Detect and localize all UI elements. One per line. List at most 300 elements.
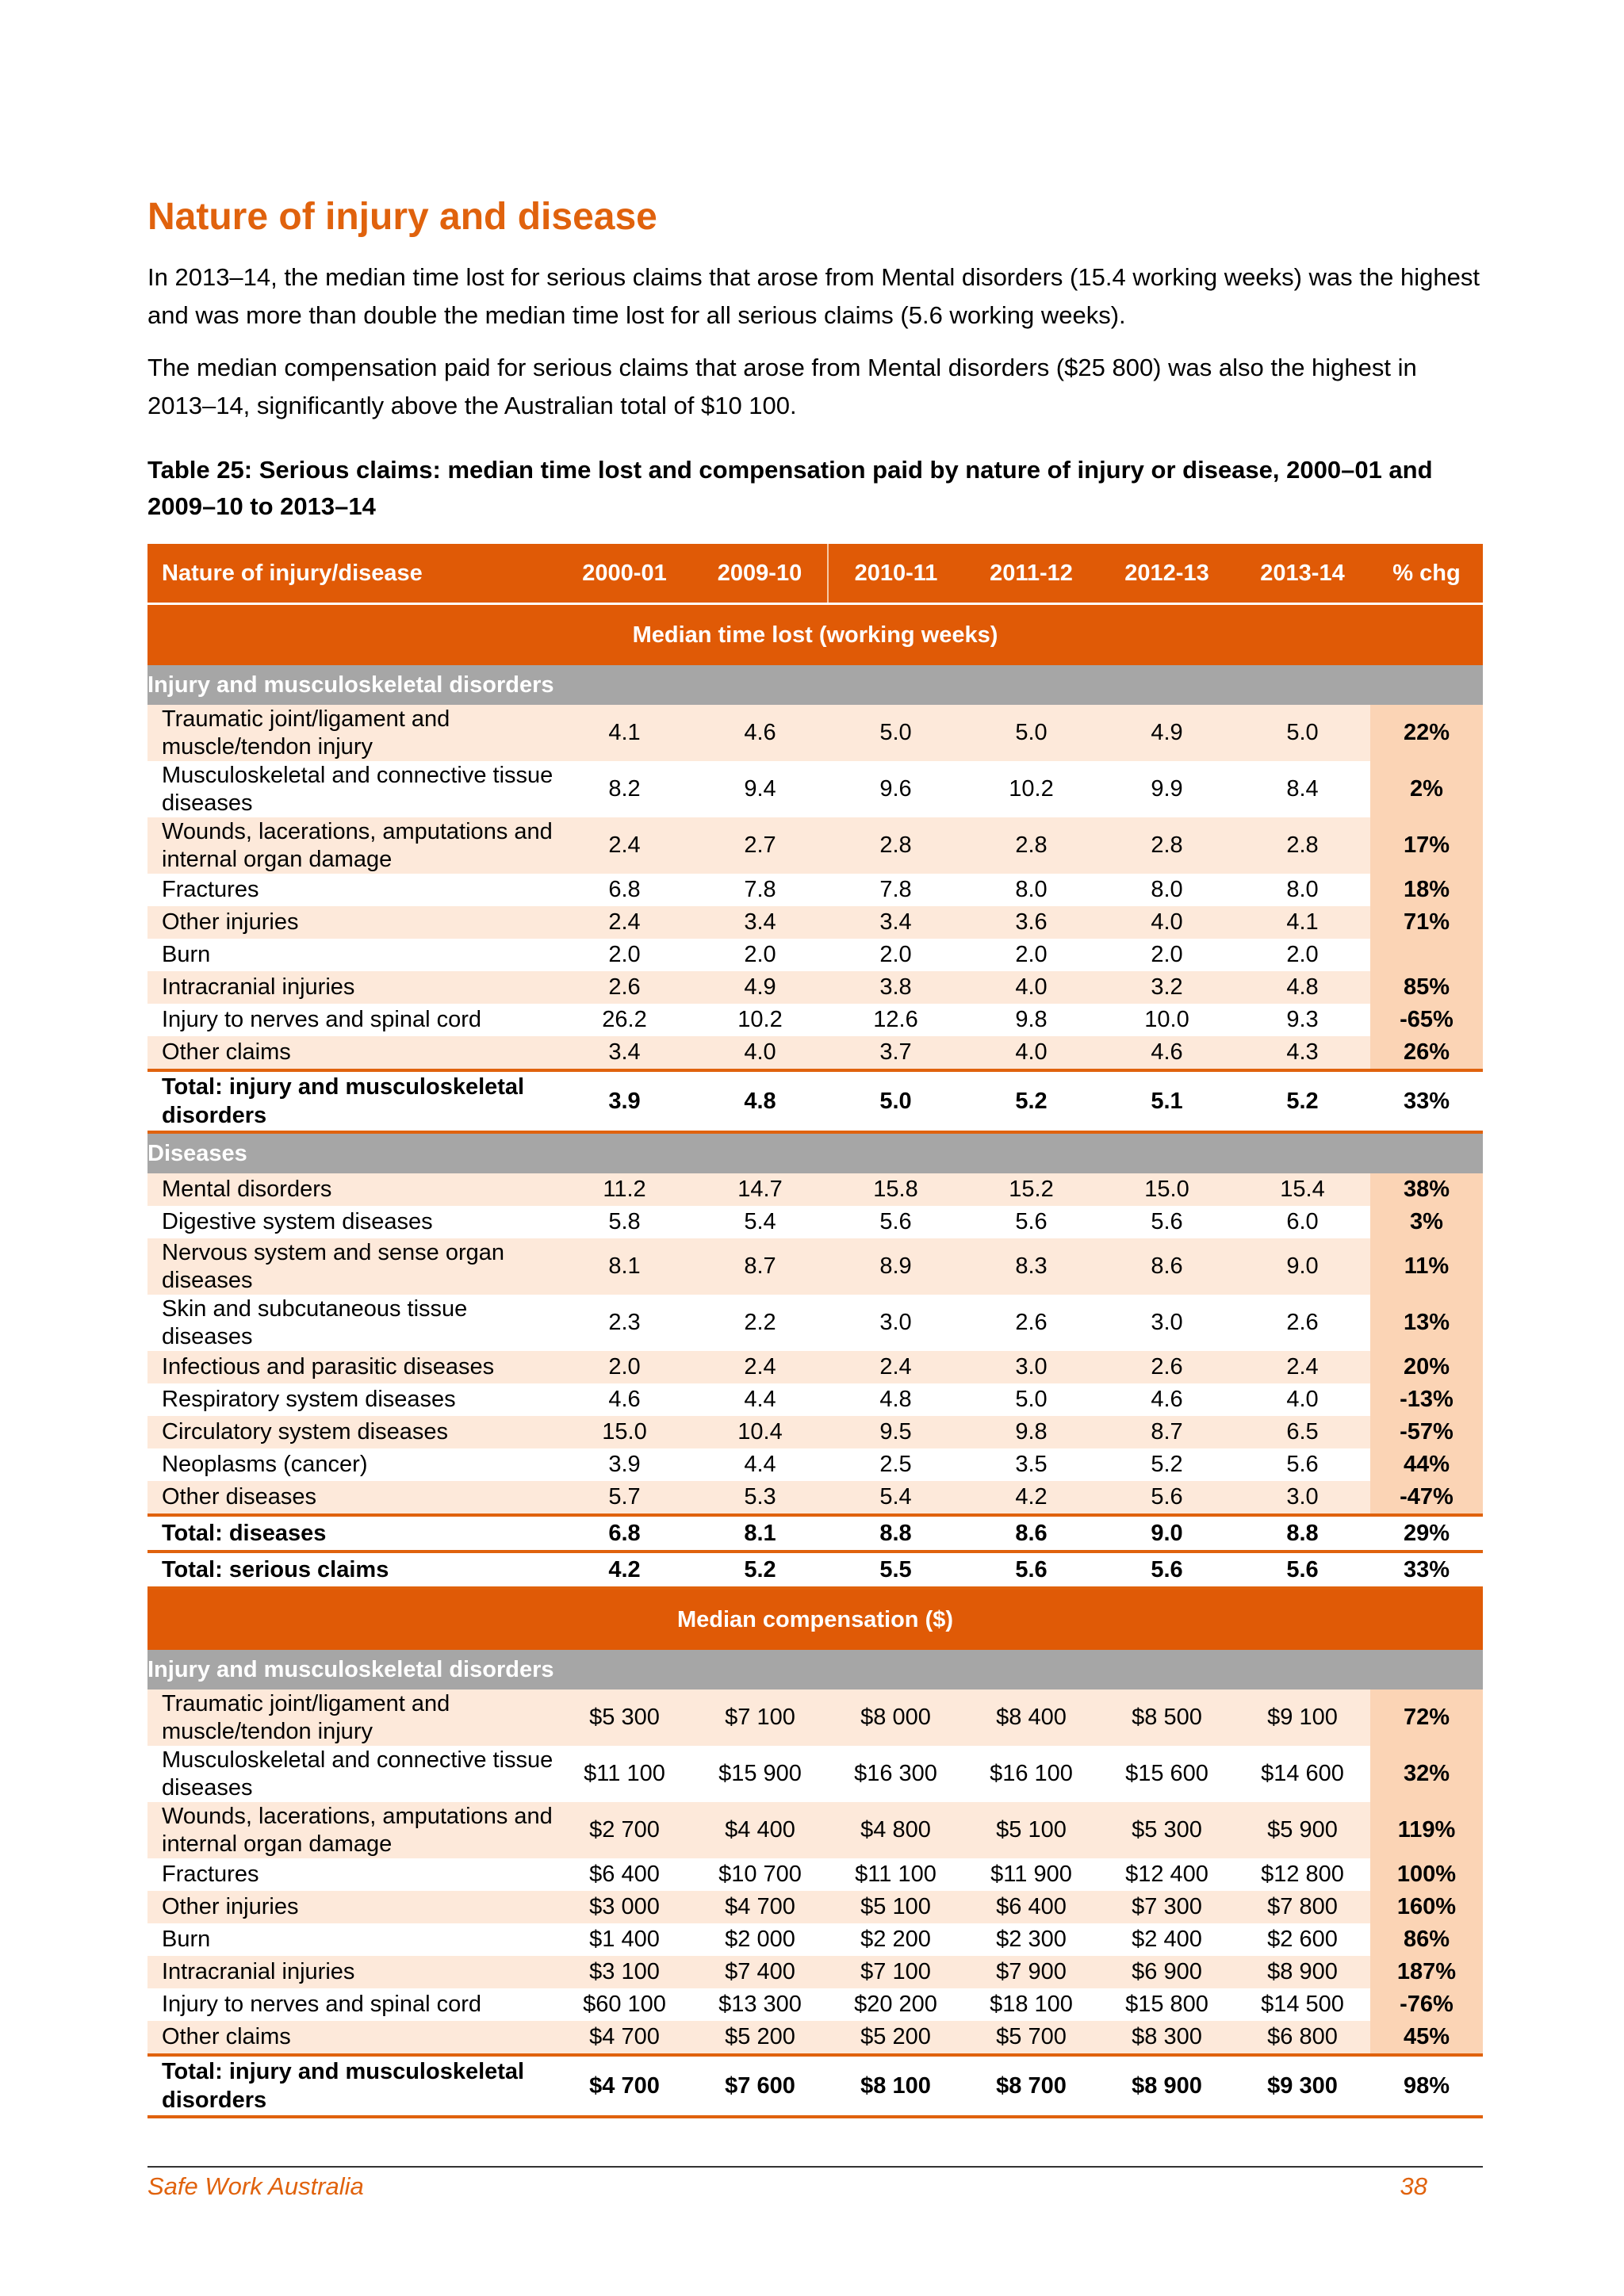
cell-value: $15 600 [1125,1761,1208,1786]
footer-page-number: 38 [1400,2172,1427,2200]
row-label: Other injuries [147,906,557,939]
cell-pct-change: 187% [1370,1956,1483,1988]
cell-value: 2.8 [828,817,963,874]
cell-value: 4.2 [963,1481,1099,1515]
cell-value: $14 500 [1261,1992,1344,2017]
cell-value: $2 700 [557,1802,692,1858]
cell-value: 6.0 [1286,1209,1319,1234]
cell-value: 5.3 [692,1481,828,1515]
cell-value: 2.8 [1235,817,1370,874]
row-label: Fractures [162,1862,259,1887]
cell-pct-change: -57% [1370,1416,1483,1448]
cell-pct-change: 100% [1370,1858,1483,1891]
row-label: Injury to nerves and spinal cord [162,1992,481,2017]
footer-organisation: Safe Work Australia [147,2172,364,2200]
cell-value: 8.1 [557,1238,692,1295]
cell-value: 2.4 [557,817,692,874]
cell-value: $7 800 [1235,1891,1370,1923]
cell-value: 10.4 [692,1416,828,1448]
cell-value: 4.8 [692,1070,828,1132]
cell-value: $5 900 [1235,1802,1370,1858]
row-label: Other diseases [147,1481,557,1515]
cell-value: $5 100 [828,1891,963,1923]
cell-value: 9.8 [1015,1007,1048,1032]
cell-value: 4.0 [692,1036,828,1070]
cell-value: $8 300 [1099,2021,1235,2055]
cell-pct-change: -13% [1370,1383,1483,1416]
cell-value: 5.4 [744,1209,776,1234]
table-row [147,705,1483,761]
cell-value: 9.4 [744,776,776,802]
total-row [147,1515,1483,1552]
cell-value: 2.5 [879,1452,912,1477]
table-row [147,1956,1483,1988]
row-label: Mental disorders [147,1173,557,1206]
cell-value: 8.6 [1099,1238,1235,1295]
column-header-2009-10: 2009-10 [692,544,828,604]
cell-value: 4.9 [692,971,828,1004]
cell-pct-change: -76% [1370,1988,1483,2021]
cell-value: 15.2 [963,1173,1099,1206]
cell-value: 3.0 [1235,1481,1370,1515]
cell-value: $15 900 [718,1761,802,1786]
cell-value: 5.7 [557,1481,692,1515]
cell-value: 5.2 [692,1552,828,1588]
cell-pct-change: 22% [1370,705,1483,761]
cell-value: 6.5 [1235,1416,1370,1448]
cell-pct-change: 11% [1370,1238,1483,1295]
cell-value: $5 700 [963,2021,1099,2055]
row-label: Fractures [162,877,259,902]
table-row [147,1988,1483,2021]
intro-paragraph-2: The median compensation paid for serious claims that arose from Mental disorders ($25 800) was also the highest in 2013–14, significantly above the Australian total of $10 100. [147,354,1417,419]
row-label: Digestive system diseases [162,1209,433,1234]
row-label: Neoplasms (cancer) [162,1452,368,1477]
table-row [147,874,1483,906]
cell-value: 2.6 [1015,1310,1048,1335]
cell-value: $12 800 [1261,1862,1344,1887]
cell-value: $9 300 [1235,2055,1370,2117]
cell-value: 3.0 [963,1351,1099,1383]
cell-value: 10.2 [1009,776,1054,802]
cell-value: 2.2 [744,1310,776,1335]
cell-value: 2.0 [1015,942,1048,967]
row-label: Respiratory system diseases [162,1387,456,1412]
cell-value: $11 900 [990,1862,1072,1887]
cell-value: 4.9 [1099,705,1235,761]
cell-value: $6 400 [589,1862,660,1887]
cell-pct-change: 45% [1370,2021,1483,2055]
cell-value: $8 400 [963,1689,1099,1746]
cell-value: 2.0 [879,942,912,967]
cell-pct-change: 86% [1370,1923,1483,1956]
cell-value: $15 800 [1125,1992,1208,2017]
cell-value: 9.9 [1151,776,1183,802]
cell-value: 5.6 [1099,1552,1235,1588]
cell-value: 8.3 [963,1238,1099,1295]
cell-value: 5.0 [963,705,1099,761]
cell-pct-change: 119% [1370,1802,1483,1858]
cell-value: 2.6 [1286,1310,1319,1335]
cell-pct-change: 33% [1370,1070,1483,1132]
row-label: Circulatory system diseases [147,1416,557,1448]
cell-value: 12.6 [873,1007,918,1032]
cell-value: 4.8 [1235,971,1370,1004]
column-header-2000-01: 2000-01 [557,544,692,604]
cell-value: 8.0 [1151,877,1183,902]
cell-value: $14 600 [1261,1761,1344,1786]
table-row [147,1383,1483,1416]
cell-value: $4 800 [828,1802,963,1858]
cell-value: 4.6 [608,1387,641,1412]
cell-value: 2.8 [1099,817,1235,874]
cell-value: 3.0 [879,1310,912,1335]
cell-value: 4.6 [1099,1036,1235,1070]
cell-pct-change: 72% [1370,1689,1483,1746]
cell-value: 8.4 [1286,776,1319,802]
cell-value: 2.0 [1151,942,1183,967]
table-row [147,1206,1483,1238]
cell-value: 2.0 [608,942,641,967]
cell-pct-change: 38% [1370,1173,1483,1206]
column-header-2010-11: 2010-11 [828,544,963,604]
cell-value: 3.2 [1099,971,1235,1004]
table-row [147,1448,1483,1481]
cell-value: $7 400 [692,1956,828,1988]
cell-value: 6.8 [608,877,641,902]
cell-value: $7 600 [692,2055,828,2117]
cell-pct-change: 17% [1370,817,1483,874]
table-row [147,817,1483,874]
cell-value: $4 700 [692,1891,828,1923]
table-row [147,1858,1483,1891]
cell-pct-change: -65% [1370,1004,1483,1036]
cell-value: 8.7 [1099,1416,1235,1448]
cell-value: 15.0 [557,1416,692,1448]
cell-value: $6 900 [1099,1956,1235,1988]
cell-value: 2.6 [557,971,692,1004]
cell-pct-change: 13% [1370,1295,1483,1351]
column-header-2013-14: 2013-14 [1235,544,1370,604]
table-row [147,1891,1483,1923]
cell-pct-change: 44% [1370,1448,1483,1481]
row-label: Musculoskeletal and connective tissue diseases [162,1747,553,1800]
cell-value: $8 500 [1099,1689,1235,1746]
cell-value: 9.3 [1286,1007,1319,1032]
table-row [147,1036,1483,1070]
cell-value: 3.4 [557,1036,692,1070]
row-label: Total: serious claims [147,1552,557,1588]
cell-value: 2.4 [828,1351,963,1383]
row-label: Other claims [147,2021,557,2055]
cell-value: 4.1 [557,705,692,761]
intro-paragraph-1: In 2013–14, the median time lost for serious claims that arose from Mental disorders (15.4 working weeks) was the highest and was more than double the median time lost for all serious claims (5.6 working weeks). [147,263,1480,329]
cell-pct-change: 32% [1370,1746,1483,1802]
cell-value: 2.0 [1286,942,1319,967]
row-label: Traumatic joint/ligament and muscle/tendon injury [147,1689,557,1746]
cell-value: 5.2 [1235,1070,1370,1132]
section-band [147,1588,1483,1650]
cell-value: $12 400 [1125,1862,1208,1887]
cell-value: 9.0 [1099,1515,1235,1552]
data-table [147,544,1483,2118]
cell-value: $2 000 [725,1927,795,1952]
table-row [147,761,1483,817]
cell-value: 7.8 [744,877,776,902]
group-header [147,1650,1483,1689]
cell-value: 2.3 [608,1310,641,1335]
cell-value: 3.9 [557,1070,692,1132]
cell-value: $7 100 [828,1956,963,1988]
row-label: Intracranial injuries [147,971,557,1004]
cell-value: 5.6 [1235,1552,1370,1588]
row-label: Other injuries [147,1891,557,1923]
table-row [147,1689,1483,1746]
table-row [147,939,1483,971]
cell-value: 4.6 [692,705,828,761]
table-row [147,1351,1483,1383]
cell-value: 6.8 [557,1515,692,1552]
cell-value: 15.4 [1235,1173,1370,1206]
column-header-pct-change: % chg [1370,544,1483,604]
cell-value: $2 600 [1267,1927,1338,1952]
cell-value: $5 300 [1099,1802,1235,1858]
cell-value: 4.0 [963,1036,1099,1070]
group-header [147,665,1483,705]
cell-value: $2 400 [1132,1927,1202,1952]
cell-pct-change: 26% [1370,1036,1483,1070]
cell-pct-change: 18% [1370,874,1483,906]
table-row [147,1802,1483,1858]
cell-pct-change: 33% [1370,1552,1483,1588]
cell-value: 3.7 [828,1036,963,1070]
cell-value: 2.4 [1235,1351,1370,1383]
cell-value: 5.6 [1286,1452,1319,1477]
row-label: Total: injury and musculoskeletal disorders [147,1070,557,1132]
cell-value: 8.1 [692,1515,828,1552]
cell-value: 2.6 [1099,1351,1235,1383]
cell-value: $5 100 [963,1802,1099,1858]
cell-pct-change: 20% [1370,1351,1483,1383]
cell-value: 4.0 [1099,906,1235,939]
cell-value: 4.0 [1286,1387,1319,1412]
cell-value: $13 300 [718,1992,802,2017]
cell-value: 9.8 [963,1416,1099,1448]
row-label: Traumatic joint/ligament and muscle/tendon injury [147,705,557,761]
row-label: Burn [162,942,211,967]
table-row [147,1923,1483,1956]
cell-value: 10.2 [737,1007,783,1032]
cell-pct-change: 85% [1370,971,1483,1004]
table-row [147,1746,1483,1802]
row-label: Other claims [147,1036,557,1070]
cell-value: 5.0 [828,705,963,761]
cell-value: 5.8 [608,1209,641,1234]
cell-value: 5.0 [1235,705,1370,761]
cell-value: 11.2 [557,1173,692,1206]
table-row [147,971,1483,1004]
cell-value: 4.4 [744,1387,776,1412]
cell-value: $7 900 [963,1956,1099,1988]
cell-value: 9.5 [828,1416,963,1448]
row-label: Intracranial injuries [147,1956,557,1988]
cell-value: $20 200 [854,1992,937,2017]
cell-value: 2.0 [744,942,776,967]
cell-pct-change: 29% [1370,1515,1483,1552]
section-band-label: Median compensation ($) [147,1588,1483,1650]
cell-value: $18 100 [990,1992,1073,2017]
cell-pct-change: 2% [1370,761,1483,817]
cell-value: $4 700 [557,2055,692,2117]
cell-value: 8.0 [1015,877,1048,902]
cell-value: 8.7 [692,1238,828,1295]
column-header-2012-13: 2012-13 [1099,544,1235,604]
cell-value: 4.8 [879,1387,912,1412]
cell-value: 5.5 [828,1552,963,1588]
cell-value: $10 700 [718,1862,802,1887]
cell-value: 5.2 [963,1070,1099,1132]
cell-value: $4 700 [557,2021,692,2055]
cell-value: 3.8 [828,971,963,1004]
grand-total-row [147,1552,1483,1588]
cell-value: 4.0 [963,971,1099,1004]
cell-value: 3.9 [608,1452,641,1477]
row-label: Infectious and parasitic diseases [147,1351,557,1383]
table-header-row [147,544,1483,604]
cell-value: 5.6 [879,1209,912,1234]
cell-value: $5 200 [692,2021,828,2055]
cell-value: $2 200 [860,1927,931,1952]
table-row [147,906,1483,939]
cell-value: $2 300 [996,1927,1067,1952]
cell-value: $3 100 [557,1956,692,1988]
cell-value: $5 300 [557,1689,692,1746]
total-row [147,2055,1483,2117]
cell-value: $16 100 [990,1761,1073,1786]
table-row [147,1481,1483,1515]
cell-value: 10.0 [1144,1007,1189,1032]
total-row [147,1070,1483,1132]
cell-value: 14.7 [692,1173,828,1206]
table-row [147,1416,1483,1448]
cell-value: 2.4 [692,1351,828,1383]
cell-value: 5.1 [1099,1070,1235,1132]
cell-value: $9 100 [1235,1689,1370,1746]
cell-value: 4.3 [1235,1036,1370,1070]
cell-value: 3.6 [963,906,1099,939]
cell-value: 4.4 [744,1452,776,1477]
cell-value: 2.8 [963,817,1099,874]
cell-value: 3.0 [1151,1310,1183,1335]
table-row [147,2021,1483,2055]
group-title: Injury and musculoskeletal disorders [147,1650,1483,1689]
cell-value: 8.6 [963,1515,1099,1552]
cell-value: 7.8 [879,877,912,902]
table-body [147,604,1483,2118]
section-heading: Nature of injury and disease [147,196,657,238]
cell-value: 5.6 [963,1552,1099,1588]
cell-value: 8.8 [1235,1515,1370,1552]
column-header-nature: Nature of injury/disease [147,544,557,604]
row-label: Total: diseases [147,1515,557,1552]
cell-value: 15.0 [1099,1173,1235,1206]
group-title: Diseases [147,1132,1483,1173]
cell-value: 2.4 [557,906,692,939]
cell-value: 5.2 [1151,1452,1183,1477]
cell-value: 2.0 [557,1351,692,1383]
cell-value: 15.8 [828,1173,963,1206]
row-label: Total: injury and musculoskeletal disorders [147,2055,557,2117]
table-row [147,1173,1483,1206]
cell-value: 8.9 [828,1238,963,1295]
cell-value: 5.0 [828,1070,963,1132]
cell-value: 8.8 [828,1515,963,1552]
table-caption: Table 25: Serious claims: median time lost and compensation paid by nature of injury or disease, 2000–01 and 2009–10 to 2013–14 [147,456,1433,520]
cell-value: 9.0 [1235,1238,1370,1295]
cell-value: $6 400 [963,1891,1099,1923]
cell-value: $6 800 [1235,2021,1370,2055]
cell-value: $11 100 [855,1862,936,1887]
section-band [147,604,1483,666]
cell-pct-change: -47% [1370,1481,1483,1515]
cell-pct-change [1370,939,1483,971]
group-header [147,1132,1483,1173]
row-label: Skin and subcutaneous tissue diseases [162,1295,468,1349]
cell-pct-change: 160% [1370,1891,1483,1923]
row-label: Musculoskeletal and connective tissue diseases [162,762,553,816]
cell-value: 2.7 [692,817,828,874]
cell-value: $8 700 [963,2055,1099,2117]
cell-value: 5.0 [1015,1387,1048,1412]
cell-value: $7 300 [1099,1891,1235,1923]
table-row [147,1238,1483,1295]
cell-value: $1 400 [589,1927,660,1952]
table-row [147,1004,1483,1036]
cell-value: 3.4 [828,906,963,939]
cell-value: 8.2 [608,776,641,802]
cell-value: 9.6 [879,776,912,802]
cell-value: $8 000 [828,1689,963,1746]
row-label: Injury to nerves and spinal cord [162,1007,481,1032]
cell-value: $60 100 [583,1992,666,2017]
row-label: Burn [162,1927,211,1952]
row-label: Wounds, lacerations, amputations and internal organ damage [147,1802,557,1858]
cell-pct-change: 98% [1370,2055,1483,2117]
group-title: Injury and musculoskeletal disorders [147,665,1483,705]
cell-value: 4.1 [1235,906,1370,939]
cell-value: $8 900 [1099,2055,1235,2117]
column-header-2011-12: 2011-12 [963,544,1099,604]
row-label: Nervous system and sense organ diseases [147,1238,557,1295]
cell-value: $7 100 [692,1689,828,1746]
cell-value: $8 900 [1235,1956,1370,1988]
section-band-label: Median time lost (working weeks) [147,604,1483,666]
cell-value: 3.5 [1015,1452,1048,1477]
cell-value: 5.6 [1015,1209,1048,1234]
cell-pct-change: 3% [1370,1206,1483,1238]
cell-value: 26.2 [602,1007,647,1032]
footer-divider [147,2166,1483,2168]
cell-value: $4 400 [692,1802,828,1858]
cell-pct-change: 71% [1370,906,1483,939]
cell-value: 5.4 [828,1481,963,1515]
cell-value: $3 000 [557,1891,692,1923]
row-label: Wounds, lacerations, amputations and internal organ damage [147,817,557,874]
cell-value: 5.6 [1099,1481,1235,1515]
cell-value: $5 200 [828,2021,963,2055]
cell-value: 3.4 [692,906,828,939]
table-row [147,1295,1483,1351]
